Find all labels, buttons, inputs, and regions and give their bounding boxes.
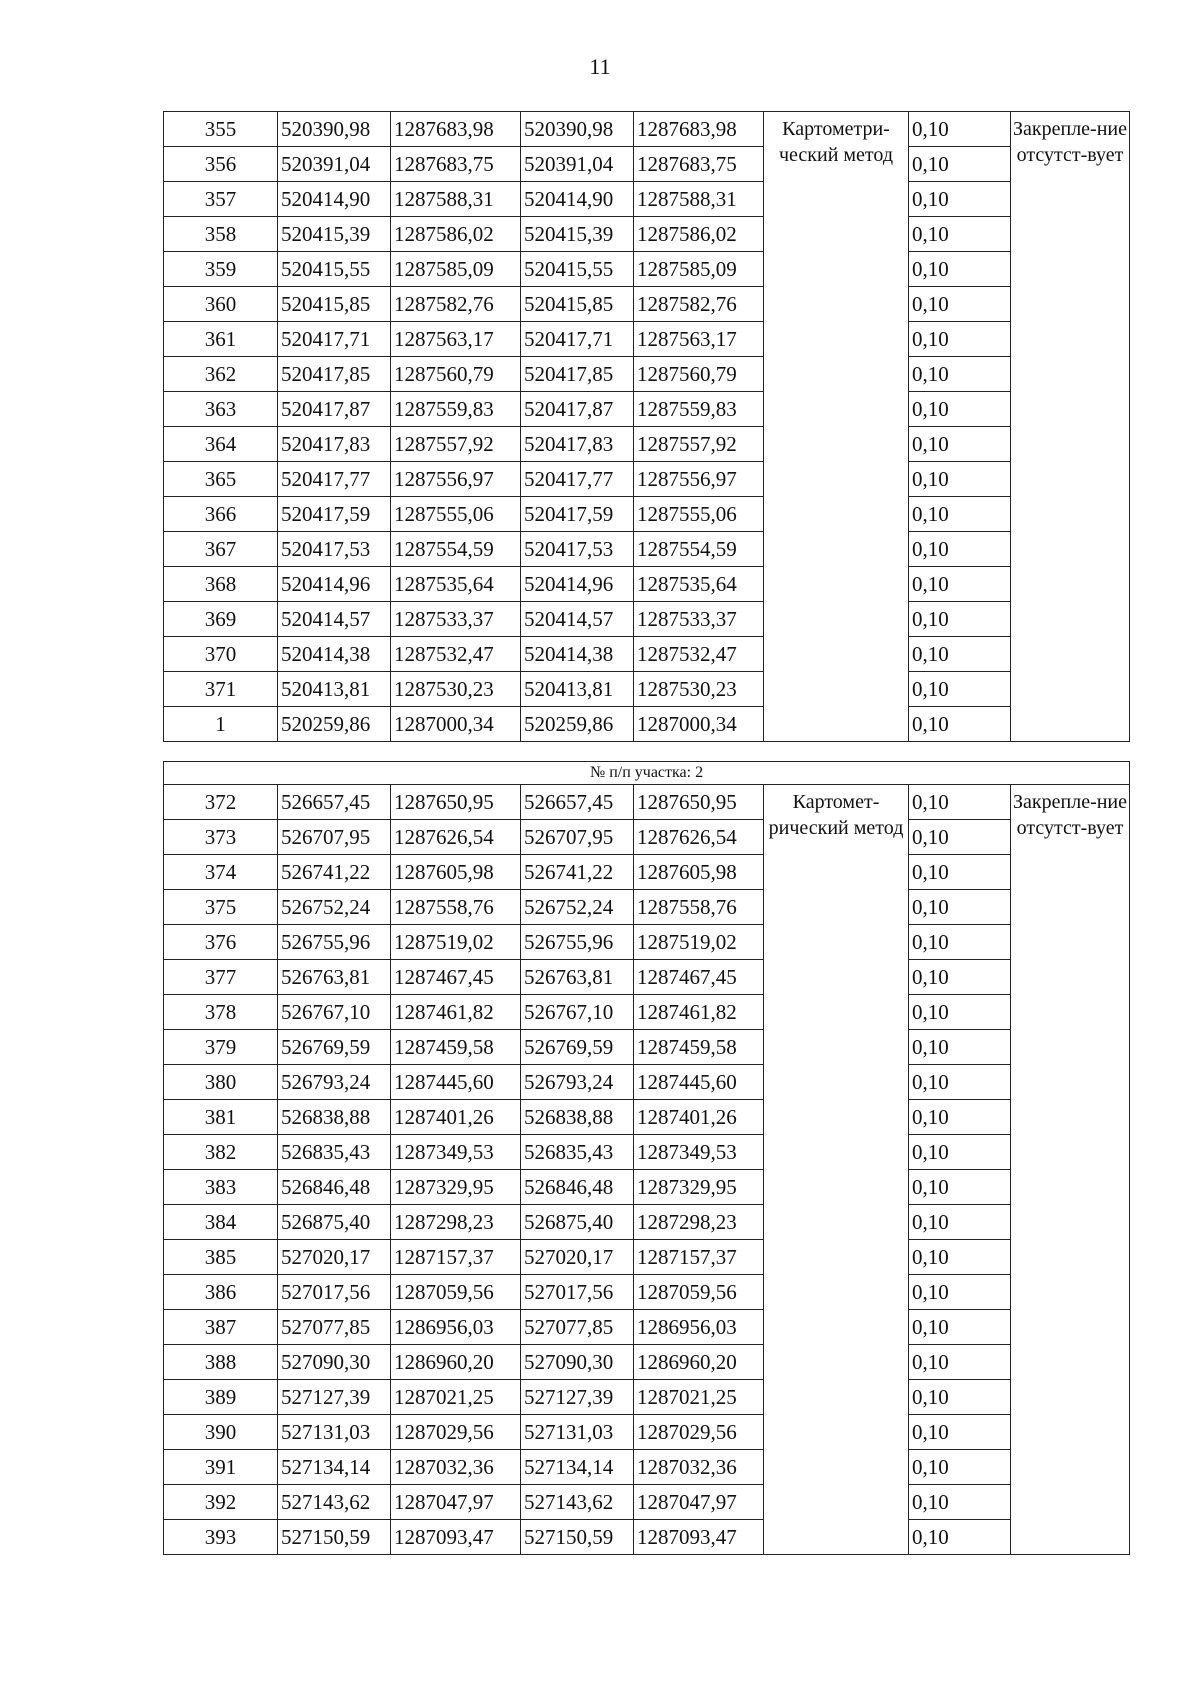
x-existing-cell: 520417,59 <box>278 497 391 532</box>
table-row <box>164 182 1130 217</box>
point-number-cell: 356 <box>164 147 278 182</box>
x-existing-cell: 520414,96 <box>278 567 391 602</box>
point-number-cell: 355 <box>164 112 278 147</box>
accuracy-cell: 0,10 <box>909 462 1011 497</box>
accuracy-cell: 0,10 <box>909 785 1011 820</box>
y-existing-cell: 1287157,37 <box>391 1240 521 1275</box>
table-row <box>164 1450 1130 1485</box>
table-row <box>164 602 1130 637</box>
y-existing-cell: 1287461,82 <box>391 995 521 1030</box>
x-existing-cell: 526657,45 <box>278 785 391 820</box>
accuracy-cell: 0,10 <box>909 1450 1011 1485</box>
x-new-cell: 520417,83 <box>521 427 634 462</box>
y-existing-cell: 1287554,59 <box>391 532 521 567</box>
x-new-cell: 527017,56 <box>521 1275 634 1310</box>
accuracy-cell: 0,10 <box>909 637 1011 672</box>
y-existing-cell: 1287585,09 <box>391 252 521 287</box>
x-existing-cell: 527150,59 <box>278 1520 391 1555</box>
x-existing-cell: 520390,98 <box>278 112 391 147</box>
accuracy-cell: 0,10 <box>909 1310 1011 1345</box>
x-new-cell: 527090,30 <box>521 1345 634 1380</box>
table-row <box>164 357 1130 392</box>
table-row <box>164 287 1130 322</box>
point-number-cell: 372 <box>164 785 278 820</box>
table-row <box>164 637 1130 672</box>
point-number-cell: 365 <box>164 462 278 497</box>
x-new-cell: 527020,17 <box>521 1240 634 1275</box>
x-new-cell: 526793,24 <box>521 1065 634 1100</box>
table-row <box>164 785 1130 820</box>
table-row <box>164 1135 1130 1170</box>
y-new-cell: 1287047,97 <box>634 1485 764 1520</box>
point-number-cell: 375 <box>164 890 278 925</box>
y-new-cell: 1287445,60 <box>634 1065 764 1100</box>
accuracy-cell: 0,10 <box>909 1380 1011 1415</box>
table-row <box>164 1240 1130 1275</box>
x-new-cell: 527143,62 <box>521 1485 634 1520</box>
y-new-cell: 1287530,23 <box>634 672 764 707</box>
accuracy-cell: 0,10 <box>909 112 1011 147</box>
y-existing-cell: 1287557,92 <box>391 427 521 462</box>
x-existing-cell: 526741,22 <box>278 855 391 890</box>
accuracy-cell: 0,10 <box>909 1415 1011 1450</box>
page-number: 11 <box>589 54 611 79</box>
y-existing-cell: 1287560,79 <box>391 357 521 392</box>
y-new-cell: 1287582,76 <box>634 287 764 322</box>
coordinates-table-section-1 <box>163 111 1130 742</box>
table-row <box>164 1485 1130 1520</box>
accuracy-cell: 0,10 <box>909 820 1011 855</box>
y-existing-cell: 1287586,02 <box>391 217 521 252</box>
accuracy-cell: 0,10 <box>909 672 1011 707</box>
accuracy-cell: 0,10 <box>909 1240 1011 1275</box>
table-row <box>164 1205 1130 1240</box>
x-existing-cell: 526763,81 <box>278 960 391 995</box>
accuracy-cell: 0,10 <box>909 532 1011 567</box>
x-existing-cell: 520391,04 <box>278 147 391 182</box>
y-new-cell: 1287535,64 <box>634 567 764 602</box>
table-row <box>164 1275 1130 1310</box>
accuracy-cell: 0,10 <box>909 1100 1011 1135</box>
y-new-cell: 1286960,20 <box>634 1345 764 1380</box>
fixation-cell: Закрепле-ние отсутст-вует <box>1011 785 1130 1555</box>
accuracy-cell: 0,10 <box>909 287 1011 322</box>
y-existing-cell: 1287588,31 <box>391 182 521 217</box>
y-new-cell: 1287558,76 <box>634 890 764 925</box>
y-new-cell: 1286956,03 <box>634 1310 764 1345</box>
point-number-cell: 389 <box>164 1380 278 1415</box>
x-new-cell: 520417,85 <box>521 357 634 392</box>
x-new-cell: 520414,38 <box>521 637 634 672</box>
y-existing-cell: 1287000,34 <box>391 707 521 742</box>
x-existing-cell: 526846,48 <box>278 1170 391 1205</box>
accuracy-cell: 0,10 <box>909 1030 1011 1065</box>
x-existing-cell: 526875,40 <box>278 1205 391 1240</box>
accuracy-cell: 0,10 <box>909 182 1011 217</box>
y-new-cell: 1287157,37 <box>634 1240 764 1275</box>
x-existing-cell: 520417,71 <box>278 322 391 357</box>
y-new-cell: 1287032,36 <box>634 1450 764 1485</box>
accuracy-cell: 0,10 <box>909 1485 1011 1520</box>
x-existing-cell: 527077,85 <box>278 1310 391 1345</box>
y-existing-cell: 1287683,98 <box>391 112 521 147</box>
x-new-cell: 526657,45 <box>521 785 634 820</box>
x-new-cell: 520390,98 <box>521 112 634 147</box>
point-number-cell: 388 <box>164 1345 278 1380</box>
x-existing-cell: 520417,87 <box>278 392 391 427</box>
y-new-cell: 1287461,82 <box>634 995 764 1030</box>
accuracy-cell: 0,10 <box>909 960 1011 995</box>
y-existing-cell: 1287298,23 <box>391 1205 521 1240</box>
x-existing-cell: 527131,03 <box>278 1415 391 1450</box>
y-existing-cell: 1287401,26 <box>391 1100 521 1135</box>
point-number-cell: 391 <box>164 1450 278 1485</box>
y-new-cell: 1287559,83 <box>634 392 764 427</box>
table-row <box>164 1310 1130 1345</box>
y-existing-cell: 1287467,45 <box>391 960 521 995</box>
point-number-cell: 370 <box>164 637 278 672</box>
point-number-cell: 392 <box>164 1485 278 1520</box>
x-new-cell: 520417,87 <box>521 392 634 427</box>
accuracy-cell: 0,10 <box>909 707 1011 742</box>
x-new-cell: 520413,81 <box>521 672 634 707</box>
y-new-cell: 1287401,26 <box>634 1100 764 1135</box>
y-new-cell: 1287029,56 <box>634 1415 764 1450</box>
x-new-cell: 520415,39 <box>521 217 634 252</box>
point-number-cell: 363 <box>164 392 278 427</box>
table-row <box>164 147 1130 182</box>
y-existing-cell: 1287059,56 <box>391 1275 521 1310</box>
y-existing-cell: 1287559,83 <box>391 392 521 427</box>
method-cell: Картометри-ческий метод <box>764 112 909 742</box>
point-number-cell: 368 <box>164 567 278 602</box>
accuracy-cell: 0,10 <box>909 1135 1011 1170</box>
point-number-cell: 1 <box>164 707 278 742</box>
point-number-cell: 390 <box>164 1415 278 1450</box>
x-existing-cell: 526707,95 <box>278 820 391 855</box>
y-existing-cell: 1287029,56 <box>391 1415 521 1450</box>
point-number-cell: 359 <box>164 252 278 287</box>
table-row <box>164 112 1130 147</box>
x-new-cell: 520415,85 <box>521 287 634 322</box>
x-new-cell: 526846,48 <box>521 1170 634 1205</box>
accuracy-cell: 0,10 <box>909 1065 1011 1100</box>
point-number-cell: 357 <box>164 182 278 217</box>
y-new-cell: 1287650,95 <box>634 785 764 820</box>
x-new-cell: 526741,22 <box>521 855 634 890</box>
x-new-cell: 526752,24 <box>521 890 634 925</box>
x-existing-cell: 526755,96 <box>278 925 391 960</box>
y-new-cell: 1287585,09 <box>634 252 764 287</box>
x-existing-cell: 520413,81 <box>278 672 391 707</box>
x-existing-cell: 520417,53 <box>278 532 391 567</box>
y-new-cell: 1287586,02 <box>634 217 764 252</box>
accuracy-cell: 0,10 <box>909 567 1011 602</box>
table-row <box>164 707 1130 742</box>
y-new-cell: 1287093,47 <box>634 1520 764 1555</box>
x-new-cell: 526763,81 <box>521 960 634 995</box>
x-new-cell: 526769,59 <box>521 1030 634 1065</box>
accuracy-cell: 0,10 <box>909 217 1011 252</box>
y-new-cell: 1287467,45 <box>634 960 764 995</box>
table-row <box>164 1380 1130 1415</box>
y-new-cell: 1287563,17 <box>634 322 764 357</box>
table-row <box>164 890 1130 925</box>
x-new-cell: 520415,55 <box>521 252 634 287</box>
x-existing-cell: 520415,85 <box>278 287 391 322</box>
point-number-cell: 367 <box>164 532 278 567</box>
y-new-cell: 1287329,95 <box>634 1170 764 1205</box>
x-new-cell: 527127,39 <box>521 1380 634 1415</box>
point-number-cell: 361 <box>164 322 278 357</box>
y-new-cell: 1287560,79 <box>634 357 764 392</box>
y-new-cell: 1287683,98 <box>634 112 764 147</box>
y-new-cell: 1287683,75 <box>634 147 764 182</box>
table-row <box>164 960 1130 995</box>
y-new-cell: 1287059,56 <box>634 1275 764 1310</box>
x-new-cell: 520414,57 <box>521 602 634 637</box>
x-existing-cell: 520417,77 <box>278 462 391 497</box>
x-new-cell: 520417,77 <box>521 462 634 497</box>
point-number-cell: 385 <box>164 1240 278 1275</box>
y-existing-cell: 1287329,95 <box>391 1170 521 1205</box>
x-existing-cell: 526767,10 <box>278 995 391 1030</box>
x-existing-cell: 527017,56 <box>278 1275 391 1310</box>
x-existing-cell: 520414,90 <box>278 182 391 217</box>
y-existing-cell: 1287650,95 <box>391 785 521 820</box>
x-new-cell: 520417,71 <box>521 322 634 357</box>
x-existing-cell: 520415,55 <box>278 252 391 287</box>
table-row <box>164 925 1130 960</box>
y-new-cell: 1287605,98 <box>634 855 764 890</box>
x-new-cell: 527131,03 <box>521 1415 634 1450</box>
point-number-cell: 360 <box>164 287 278 322</box>
y-existing-cell: 1287605,98 <box>391 855 521 890</box>
accuracy-cell: 0,10 <box>909 1275 1011 1310</box>
table-row <box>164 1345 1130 1380</box>
section-header-row <box>164 762 1130 785</box>
x-new-cell: 520414,96 <box>521 567 634 602</box>
accuracy-cell: 0,10 <box>909 322 1011 357</box>
table-row <box>164 820 1130 855</box>
y-existing-cell: 1287626,54 <box>391 820 521 855</box>
y-existing-cell: 1286960,20 <box>391 1345 521 1380</box>
point-number-cell: 371 <box>164 672 278 707</box>
accuracy-cell: 0,10 <box>909 427 1011 462</box>
point-number-cell: 383 <box>164 1170 278 1205</box>
y-new-cell: 1287626,54 <box>634 820 764 855</box>
point-number-cell: 387 <box>164 1310 278 1345</box>
y-existing-cell: 1287683,75 <box>391 147 521 182</box>
accuracy-cell: 0,10 <box>909 252 1011 287</box>
point-number-cell: 381 <box>164 1100 278 1135</box>
accuracy-cell: 0,10 <box>909 602 1011 637</box>
accuracy-cell: 0,10 <box>909 1205 1011 1240</box>
y-new-cell: 1287459,58 <box>634 1030 764 1065</box>
x-existing-cell: 520414,38 <box>278 637 391 672</box>
point-number-cell: 386 <box>164 1275 278 1310</box>
point-number-cell: 377 <box>164 960 278 995</box>
y-existing-cell: 1287445,60 <box>391 1065 521 1100</box>
x-existing-cell: 520259,86 <box>278 707 391 742</box>
x-new-cell: 526767,10 <box>521 995 634 1030</box>
accuracy-cell: 0,10 <box>909 357 1011 392</box>
y-existing-cell: 1287532,47 <box>391 637 521 672</box>
table-row <box>164 322 1130 357</box>
y-new-cell: 1287555,06 <box>634 497 764 532</box>
y-existing-cell: 1287556,97 <box>391 462 521 497</box>
point-number-cell: 374 <box>164 855 278 890</box>
point-number-cell: 384 <box>164 1205 278 1240</box>
table-row <box>164 1030 1130 1065</box>
y-existing-cell: 1287519,02 <box>391 925 521 960</box>
x-existing-cell: 526835,43 <box>278 1135 391 1170</box>
y-existing-cell: 1286956,03 <box>391 1310 521 1345</box>
section-header: № п/п участка: 2 <box>164 762 1130 785</box>
x-new-cell: 520391,04 <box>521 147 634 182</box>
point-number-cell: 393 <box>164 1520 278 1555</box>
y-existing-cell: 1287533,37 <box>391 602 521 637</box>
y-new-cell: 1287588,31 <box>634 182 764 217</box>
point-number-cell: 378 <box>164 995 278 1030</box>
y-existing-cell: 1287530,23 <box>391 672 521 707</box>
y-existing-cell: 1287093,47 <box>391 1520 521 1555</box>
x-existing-cell: 527090,30 <box>278 1345 391 1380</box>
fixation-cell: Закрепле-ние отсутст-вует <box>1011 112 1130 742</box>
x-existing-cell: 520414,57 <box>278 602 391 637</box>
x-existing-cell: 526793,24 <box>278 1065 391 1100</box>
table-row <box>164 1170 1130 1205</box>
point-number-cell: 382 <box>164 1135 278 1170</box>
accuracy-cell: 0,10 <box>909 995 1011 1030</box>
y-new-cell: 1287298,23 <box>634 1205 764 1240</box>
table-row <box>164 392 1130 427</box>
accuracy-cell: 0,10 <box>909 890 1011 925</box>
x-new-cell: 527134,14 <box>521 1450 634 1485</box>
table-row <box>164 1520 1130 1555</box>
accuracy-cell: 0,10 <box>909 497 1011 532</box>
table-row <box>164 427 1130 462</box>
table-row <box>164 532 1130 567</box>
x-new-cell: 527077,85 <box>521 1310 634 1345</box>
y-existing-cell: 1287558,76 <box>391 890 521 925</box>
accuracy-cell: 0,10 <box>909 925 1011 960</box>
x-new-cell: 520417,59 <box>521 497 634 532</box>
x-existing-cell: 526838,88 <box>278 1100 391 1135</box>
y-new-cell: 1287349,53 <box>634 1135 764 1170</box>
x-new-cell: 526835,43 <box>521 1135 634 1170</box>
y-existing-cell: 1287459,58 <box>391 1030 521 1065</box>
point-number-cell: 358 <box>164 217 278 252</box>
x-new-cell: 520414,90 <box>521 182 634 217</box>
table-row <box>164 672 1130 707</box>
point-number-cell: 364 <box>164 427 278 462</box>
method-cell: Картомет-рический метод <box>764 785 909 1555</box>
x-new-cell: 526875,40 <box>521 1205 634 1240</box>
x-new-cell: 526755,96 <box>521 925 634 960</box>
table-row <box>164 252 1130 287</box>
y-new-cell: 1287000,34 <box>634 707 764 742</box>
y-new-cell: 1287533,37 <box>634 602 764 637</box>
y-existing-cell: 1287047,97 <box>391 1485 521 1520</box>
y-new-cell: 1287519,02 <box>634 925 764 960</box>
table-row <box>164 462 1130 497</box>
accuracy-cell: 0,10 <box>909 392 1011 427</box>
y-new-cell: 1287554,59 <box>634 532 764 567</box>
table-row <box>164 1065 1130 1100</box>
table-row <box>164 567 1130 602</box>
accuracy-cell: 0,10 <box>909 147 1011 182</box>
accuracy-cell: 0,10 <box>909 1170 1011 1205</box>
table-row <box>164 855 1130 890</box>
x-existing-cell: 526752,24 <box>278 890 391 925</box>
x-existing-cell: 527127,39 <box>278 1380 391 1415</box>
x-new-cell: 527150,59 <box>521 1520 634 1555</box>
y-new-cell: 1287556,97 <box>634 462 764 497</box>
point-number-cell: 379 <box>164 1030 278 1065</box>
x-existing-cell: 527020,17 <box>278 1240 391 1275</box>
x-new-cell: 526707,95 <box>521 820 634 855</box>
point-number-cell: 380 <box>164 1065 278 1100</box>
accuracy-cell: 0,10 <box>909 1345 1011 1380</box>
y-existing-cell: 1287582,76 <box>391 287 521 322</box>
x-existing-cell: 520415,39 <box>278 217 391 252</box>
point-number-cell: 362 <box>164 357 278 392</box>
table-row <box>164 217 1130 252</box>
y-existing-cell: 1287555,06 <box>391 497 521 532</box>
table-row <box>164 497 1130 532</box>
x-existing-cell: 526769,59 <box>278 1030 391 1065</box>
x-new-cell: 520259,86 <box>521 707 634 742</box>
accuracy-cell: 0,10 <box>909 1520 1011 1555</box>
table-row <box>164 1100 1130 1135</box>
y-new-cell: 1287021,25 <box>634 1380 764 1415</box>
y-existing-cell: 1287349,53 <box>391 1135 521 1170</box>
x-new-cell: 526838,88 <box>521 1100 634 1135</box>
accuracy-cell: 0,10 <box>909 855 1011 890</box>
x-existing-cell: 527134,14 <box>278 1450 391 1485</box>
x-existing-cell: 520417,85 <box>278 357 391 392</box>
y-new-cell: 1287557,92 <box>634 427 764 462</box>
point-number-cell: 366 <box>164 497 278 532</box>
x-existing-cell: 527143,62 <box>278 1485 391 1520</box>
point-number-cell: 369 <box>164 602 278 637</box>
table-row <box>164 1415 1130 1450</box>
point-number-cell: 373 <box>164 820 278 855</box>
y-existing-cell: 1287021,25 <box>391 1380 521 1415</box>
y-existing-cell: 1287535,64 <box>391 567 521 602</box>
x-new-cell: 520417,53 <box>521 532 634 567</box>
table-row <box>164 995 1130 1030</box>
y-new-cell: 1287532,47 <box>634 637 764 672</box>
y-existing-cell: 1287032,36 <box>391 1450 521 1485</box>
x-existing-cell: 520417,83 <box>278 427 391 462</box>
point-number-cell: 376 <box>164 925 278 960</box>
y-existing-cell: 1287563,17 <box>391 322 521 357</box>
coordinates-table-section-2 <box>163 761 1130 1555</box>
